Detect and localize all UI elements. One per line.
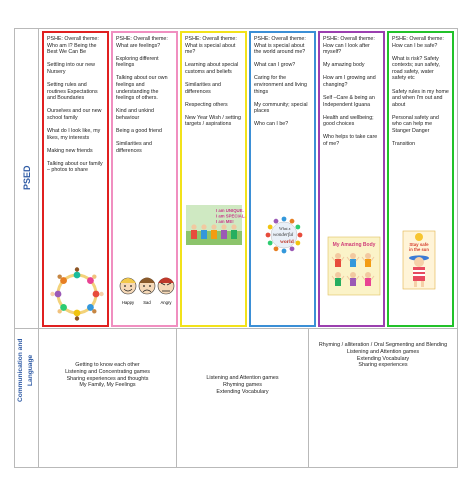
frame-left [14, 28, 15, 468]
child-figure [221, 224, 227, 239]
child-figure [50, 291, 61, 298]
book-title: My Amazing Body [332, 242, 376, 248]
label-column-divider [38, 28, 39, 468]
comm-line: Extending Vocabulary [216, 388, 269, 395]
comm-line: Sharing experiences [358, 362, 408, 369]
psed-item: Talking about our own feelings and understanding the feelings of others. [116, 75, 168, 102]
flower-icon [268, 241, 273, 246]
comm-line: Listening and Attention games [206, 375, 279, 381]
psed-item: Safety rules in my home and when I'm out and about [392, 88, 449, 108]
communication-language-label: Communication and Language [17, 338, 34, 402]
psed-item: Setting rules and routines Expectations and Boundaries [47, 81, 98, 102]
flower-icon [274, 219, 279, 224]
psed-item: Exploring different feelings [116, 55, 159, 69]
comm-line: My Family, My Feelings [79, 382, 136, 389]
psed-column-6 [387, 31, 454, 327]
psed-item: Self –Care & being an Independent Iguana [323, 95, 375, 108]
psed-item: Transition [392, 141, 416, 148]
psed-item: What is risk? Safety contexts; sun safety, road safety, water safety etc [392, 55, 440, 82]
psed-item: PSHE: Overall theme: Who am I? Being the Best We Can Be [47, 36, 99, 56]
psed-column-3 [180, 31, 247, 327]
book-line: Stay safe [409, 242, 429, 247]
psed-section-label: PSED [22, 165, 32, 191]
child-figure [201, 224, 207, 239]
flower-icon [282, 249, 287, 254]
comm-line: Rhyming / alliteration / Oral Segmenting and Blending [318, 342, 448, 348]
flower-icon [298, 233, 303, 238]
feelings-faces-illustration [117, 271, 177, 313]
happy-face-icon [120, 278, 136, 294]
child-figure [74, 310, 81, 321]
child-figure [57, 304, 66, 313]
psed-column-2 [111, 31, 178, 327]
frame-right [457, 28, 458, 468]
comm-line: Extending Vocabulary [356, 355, 410, 362]
child-figure [191, 224, 197, 239]
comm-line: Getting to know each other [75, 362, 140, 368]
flower-icon [290, 219, 295, 224]
psed-item: PSHE: Overall theme: What is special about the world around me? [254, 36, 306, 56]
child-figure [231, 224, 237, 239]
face-label-sad: Sad [143, 300, 151, 305]
psed-item: Settling into our new Nursery [47, 62, 95, 75]
psed-item: Personal safety and who can help me Stanger Danger [392, 114, 439, 135]
book-line: wonderful [273, 233, 294, 238]
child-figure [87, 274, 96, 283]
comm-line: Sharing experiences and thoughts [66, 375, 149, 382]
face-label-angry: Angry [160, 300, 172, 305]
psed-item: How am I growing and changing? [323, 75, 376, 88]
psed-item: Respecting others [185, 101, 228, 108]
comm-line: Listening and Attention games [346, 348, 420, 355]
psed-item: Making new friends [47, 147, 93, 154]
psed-item: PSHE: Overall theme: How can I be safe? [392, 36, 444, 49]
wonderful-world-book-cover [256, 213, 312, 255]
child-figure [74, 267, 81, 278]
sun-icon [415, 233, 423, 241]
psed-item: What do I look like, my likes, my interests [47, 127, 101, 141]
flower-icon [290, 246, 295, 251]
psed-item: Caring for the environment and living things [254, 75, 307, 95]
psed-item: Kind and unkind behaviour [116, 108, 154, 121]
curriculum-sheet [14, 28, 458, 468]
face-label-happy: Happy [121, 300, 135, 305]
psed-item: My amazing body [323, 62, 365, 69]
book-line: I am SPECIAL. [216, 213, 246, 219]
psed-column-1 [42, 31, 109, 327]
comm-divider-1 [176, 329, 177, 467]
flower-icon [274, 246, 279, 251]
psed-item: My community; special places [254, 101, 308, 115]
psed-item: Similarities and differences [185, 81, 221, 95]
comm-cell-spring [177, 375, 308, 395]
flower-icon [295, 241, 300, 246]
psed-item: New Year Wish / setting targets / aspirations [185, 114, 241, 128]
child-figure [57, 274, 66, 283]
psed-item: Being a good friend [116, 127, 162, 134]
comm-line: Listening and Concentrating games [65, 368, 150, 375]
frame-bottom [14, 467, 458, 468]
angry-face-icon [158, 278, 174, 295]
flower-icon [268, 225, 273, 230]
child-figure [211, 224, 217, 239]
child-figure [87, 304, 96, 313]
psed-item: Learning about special customs and beliefs [185, 62, 239, 75]
psed-item: Ourselves and our new school family [47, 108, 102, 121]
psed-item: PSHE: Overall theme: What is special about me? [185, 36, 237, 56]
book-line: What a [279, 226, 291, 231]
psed-column-4 [249, 31, 316, 327]
book-line: world [280, 239, 294, 245]
stay-safe-in-the-sun-book-cover [403, 231, 435, 289]
children-circle-illustration [50, 267, 104, 321]
my-amazing-body-book-cover [328, 237, 380, 295]
comm-line: Rhyming games [223, 381, 262, 388]
book-line: in the sun [409, 247, 429, 252]
flower-icon [266, 233, 271, 238]
comm-cell-autumn [39, 362, 176, 389]
book-line: I am ME! [216, 219, 234, 224]
psed-column-5 [318, 31, 385, 327]
i-am-unique-book-cover [186, 205, 246, 245]
psed-item: Talking about our family – photos to share [47, 160, 103, 174]
child-figure [93, 291, 104, 298]
psed-item: Health and wellbeing; good choices [323, 114, 374, 128]
frame-top [14, 28, 458, 29]
psed-item: Who helps to take care of me? [323, 134, 378, 148]
psed-item: Who can I be? [254, 121, 289, 128]
psed-item: What can I grow? [254, 62, 296, 69]
psed-item: PSHE: Overall theme: What are feelings? [116, 36, 168, 49]
flower-icon [295, 225, 300, 230]
row-divider [14, 328, 458, 329]
comm-cell-summer [309, 342, 457, 369]
psed-item: Similarities and differences [116, 141, 152, 154]
psed-item: PSHE: Overall theme: How can I look after myself? [323, 36, 375, 56]
sad-face-icon [139, 278, 155, 295]
flower-icon [282, 217, 287, 222]
book-line: I am UNIQUE. [216, 208, 244, 213]
